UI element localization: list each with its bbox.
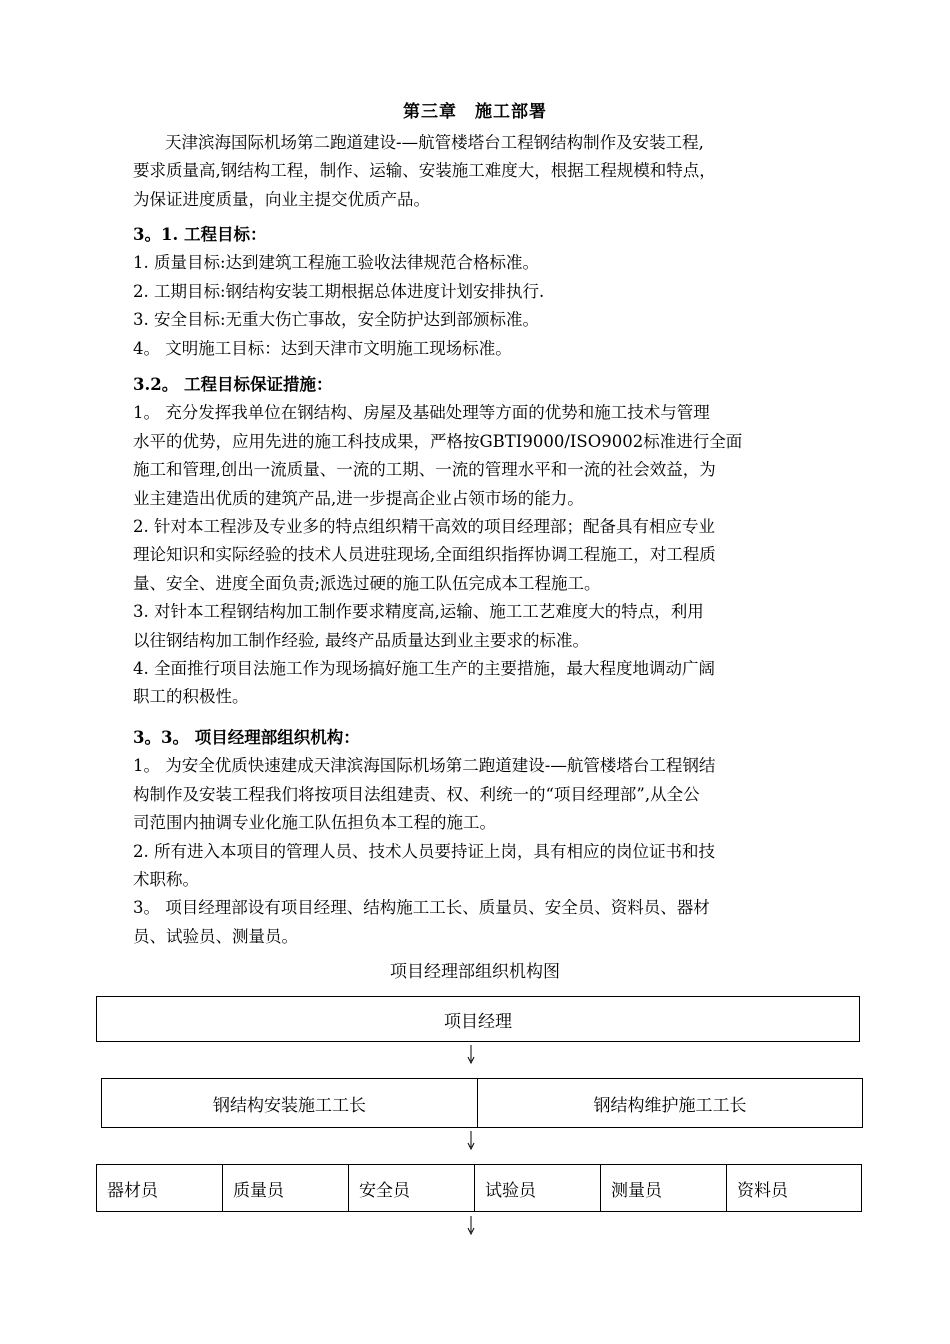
- org-node-staff: 资料员: [737, 1180, 788, 1201]
- text-line: 2. 所有进入本项目的管理人员、技术人员要持证上岗，具有相应的岗位证书和技: [133, 841, 715, 861]
- org-row-staff: [96, 1164, 862, 1212]
- intro-line: 天津滨海国际机场第二跑道建设-—航管楼塔台工程钢结构制作及安装工程,: [165, 133, 704, 152]
- text-line: 以往钢结构加工制作经验, 最终产品质量达到业主要求的标准。: [133, 630, 589, 650]
- text-line: 1。 充分发挥我单位在钢结构、房屋及基础处理等方面的优势和施工技术与管理: [133, 403, 710, 423]
- text-line: 施工和管理,创出一流质量、一流的工期、一流的管理水平和一流的社会效益，为: [133, 460, 716, 480]
- org-chart-title: 项目经理部组织机构图: [390, 962, 560, 982]
- text-line: 术职称。: [133, 870, 199, 890]
- intro-paragraph: [133, 129, 823, 214]
- text-line: 1。 为安全优质快速建成天津滨海国际机场第二跑道建设-—航管楼塔台工程钢结: [133, 756, 716, 776]
- text-line: 职工的积极性。: [133, 687, 249, 707]
- arrow-down-icon: [465, 1216, 477, 1236]
- org-node-staff: 测量员: [601, 1165, 727, 1211]
- section-heading: 3。3。 项目经理部组织机构：: [133, 728, 360, 747]
- goal-item: 4。 文明施工目标：达到天津市文明施工现场标准。: [133, 338, 512, 358]
- org-node-staff: 器材员: [97, 1165, 223, 1211]
- text-line: 理论知识和实际经验的技术人员进驻现场,全面组织指挥协调工程施工，对工程质: [133, 545, 716, 565]
- text-line: 构制作及安装工程我们将按项目法组建责、权、利统一的“项目经理部”,从全公: [133, 784, 700, 804]
- goal-item: 1. 质量目标:达到建筑工程施工验收法律规范合格标准。: [133, 253, 540, 273]
- arrow-down-icon: [465, 1131, 477, 1151]
- intro-line: 为保证进度质量，向业主提交优质产品。: [133, 189, 430, 209]
- text-line: 3. 对针本工程钢结构加工制作要求精度高,运输、施工工艺难度大的特点，利用: [133, 602, 704, 622]
- org-row-foremen: [101, 1078, 863, 1128]
- text-line: 司范围内抽调专业化施工队伍担负本工程的施工。: [133, 813, 496, 833]
- section-goals: [133, 221, 823, 363]
- chapter-title: 第三章 施工部署: [403, 102, 547, 122]
- text-line: 量、安全、进度全面负责;派选过硬的施工队伍完成本工程施工。: [133, 573, 601, 593]
- section-heading: 3。1. 工程目标：: [133, 225, 267, 244]
- text-line: 4. 全面推行项目法施工作为现场搞好施工生产的主要措施，最大程度地调动广阔: [133, 659, 715, 679]
- org-node-maintenance-foreman: 钢结构维护施工工长: [593, 1095, 747, 1116]
- text-line: 3。 项目经理部设有项目经理、结构施工工长、质量员、安全员、资料员、器材: [133, 898, 710, 918]
- goal-item: 3. 安全目标:无重大伤亡事故，安全防护达到部颁标准。: [133, 310, 540, 330]
- section-measures: [133, 371, 823, 712]
- text-line: 水平的优势，应用先进的施工科技成果，严格按GBTI9000/ISO9002标准进行全面: [133, 431, 743, 451]
- section-organization: [133, 724, 823, 951]
- intro-line: 要求质量高,钢结构工程，制作、运输、安装施工难度大，根据工程规模和特点，: [133, 161, 716, 181]
- org-node-manager: [96, 996, 860, 1042]
- org-node-staff: 试验员: [475, 1165, 601, 1211]
- text-line: 员、试验员、测量员。: [133, 926, 298, 946]
- arrow-down-icon: [465, 1045, 477, 1065]
- goal-item: 2. 工期目标:钢结构安装工期根据总体进度计划安排执行.: [133, 281, 545, 301]
- org-node-install-foreman: 钢结构安装施工工长: [102, 1079, 478, 1127]
- org-node-staff: 安全员: [349, 1165, 475, 1211]
- org-node-label: 项目经理: [444, 1011, 512, 1032]
- text-line: 业主建造出优质的建筑产品,进一步提高企业占领市场的能力。: [133, 488, 584, 508]
- section-heading: 3.2。 工程目标保证措施：: [133, 375, 333, 394]
- text-line: 2. 针对本工程涉及专业多的特点组织精干高效的项目经理部；配备具有相应专业: [133, 517, 715, 537]
- org-node-staff: 质量员: [223, 1165, 349, 1211]
